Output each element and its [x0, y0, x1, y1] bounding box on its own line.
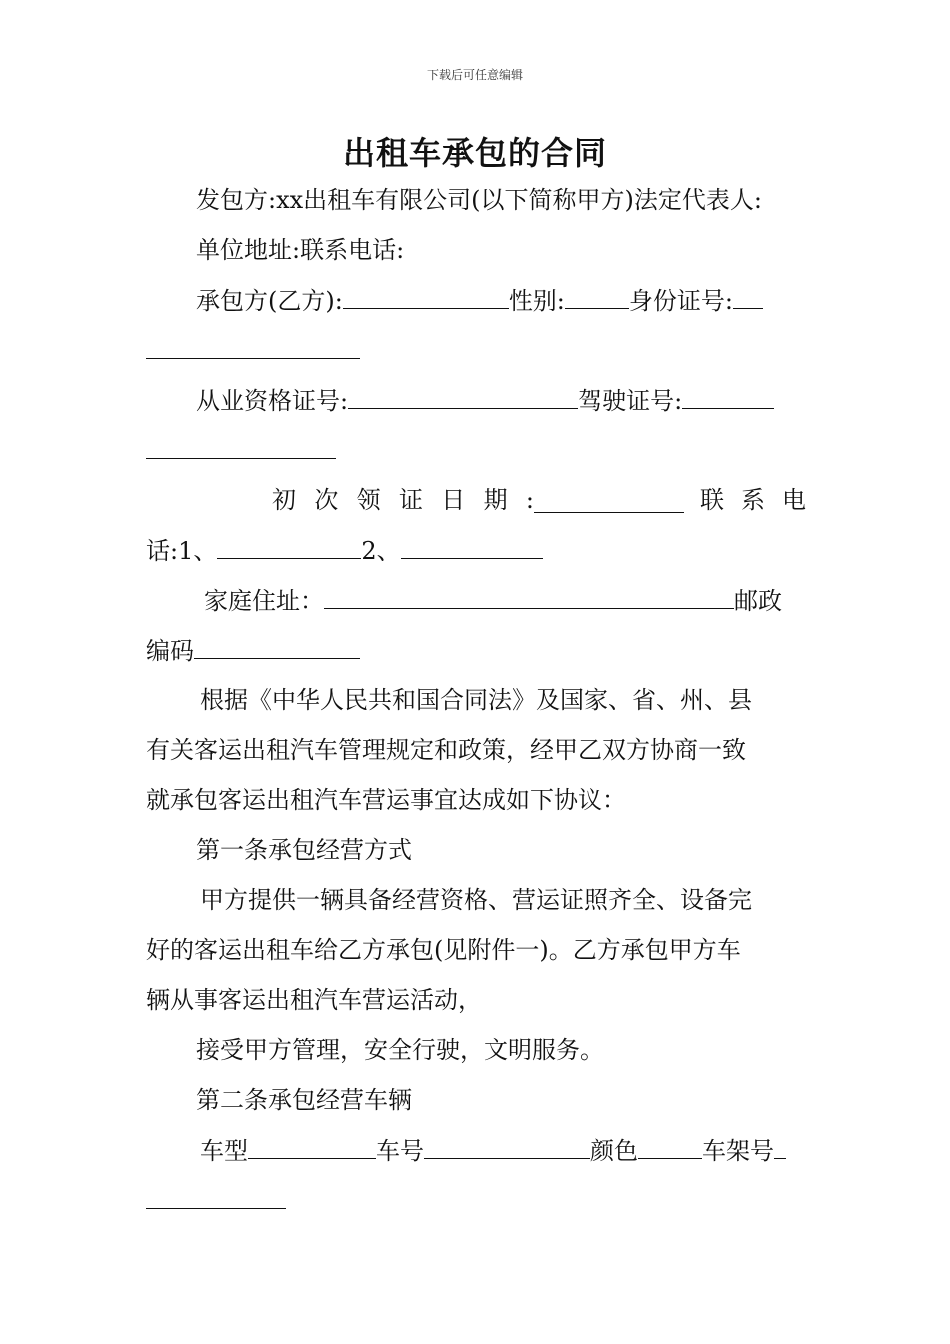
frame-number-blank-cont[interactable]	[146, 1184, 286, 1209]
paragraph-line: 根据《中华人民共和国合同法》及国家、省、州、县	[200, 686, 752, 714]
party-b-label: 承包方(乙方):	[196, 287, 343, 315]
phone-2-label: 2、	[361, 537, 401, 565]
postal-code-blank[interactable]	[194, 634, 360, 659]
phone-2-blank[interactable]	[401, 534, 543, 559]
gender-label: 性别:	[508, 287, 565, 315]
license-label: 驾驶证号:	[578, 387, 683, 415]
paragraph-line: 甲方提供一辆具备经营资格、营运证照齐全、设备完	[200, 886, 752, 914]
phone-line	[146, 534, 806, 567]
qualification-line	[196, 384, 806, 417]
frame-number-label: 车架号	[702, 1137, 774, 1165]
home-address-line	[204, 584, 806, 617]
party-a-line: 发包方:xx出租车有限公司(以下简称甲方)法定代表人:	[196, 186, 762, 214]
paragraph-line: 有关客运出租汽车管理规定和政策，经甲乙双方协商一致	[146, 736, 746, 764]
party-b-line	[196, 284, 806, 317]
phone-label-start: 联 系 电	[700, 486, 806, 514]
first-license-date-label: 初 次 领 证 日 期 :	[272, 486, 534, 514]
color-label: 颜色	[590, 1137, 638, 1165]
license-continuation	[146, 434, 806, 467]
frame-number-blank[interactable]	[774, 1134, 786, 1159]
paragraph-line: 好的客运出租车给乙方承包(见附件一)。乙方承包甲方车	[146, 936, 741, 964]
article-1-heading: 第一条承包经营方式	[196, 836, 412, 864]
plate-number-blank[interactable]	[424, 1134, 590, 1159]
vehicle-model-label: 车型	[200, 1137, 248, 1165]
paragraph-line: 就承包客运出租汽车营运事宜达成如下协议：	[146, 786, 626, 814]
first-license-date-blank[interactable]	[534, 488, 684, 513]
id-number-blank-cont[interactable]	[146, 334, 360, 359]
id-number-label: 身份证号:	[628, 287, 733, 315]
id-number-blank[interactable]	[733, 284, 763, 309]
paragraph-line: 接受甲方管理，安全行驶，文明服务。	[196, 1036, 604, 1064]
vehicle-info-line	[200, 1134, 806, 1167]
color-blank[interactable]	[638, 1134, 702, 1159]
phone-1-label: 话:1、	[146, 537, 218, 565]
qualification-label: 从业资格证号:	[196, 387, 349, 415]
paragraph-line: 辆从事客运出租汽车营运活动，	[146, 986, 482, 1014]
home-address-label: 家庭住址：	[204, 587, 324, 615]
license-blank[interactable]	[682, 384, 774, 409]
vehicle-model-blank[interactable]	[248, 1134, 376, 1159]
home-address-blank[interactable]	[324, 584, 734, 609]
license-blank-cont[interactable]	[146, 434, 336, 459]
postal-label: 邮政	[734, 587, 782, 615]
frame-number-continuation	[146, 1184, 806, 1217]
gender-blank[interactable]	[565, 284, 629, 309]
article-2-heading: 第二条承包经营车辆	[196, 1086, 412, 1114]
postal-code-label: 编码	[146, 637, 194, 665]
party-a-address-line: 单位地址:联系电话:	[196, 236, 405, 264]
document-title: 出租车承包的合同	[342, 134, 607, 172]
header-note: 下载后可任意编辑	[426, 68, 523, 82]
plate-number-label: 车号	[376, 1137, 424, 1165]
phone-1-blank[interactable]	[217, 534, 361, 559]
party-b-blank[interactable]	[343, 284, 509, 309]
id-number-continuation	[146, 334, 806, 367]
postal-code-line	[146, 634, 806, 667]
qualification-blank[interactable]	[348, 384, 578, 409]
